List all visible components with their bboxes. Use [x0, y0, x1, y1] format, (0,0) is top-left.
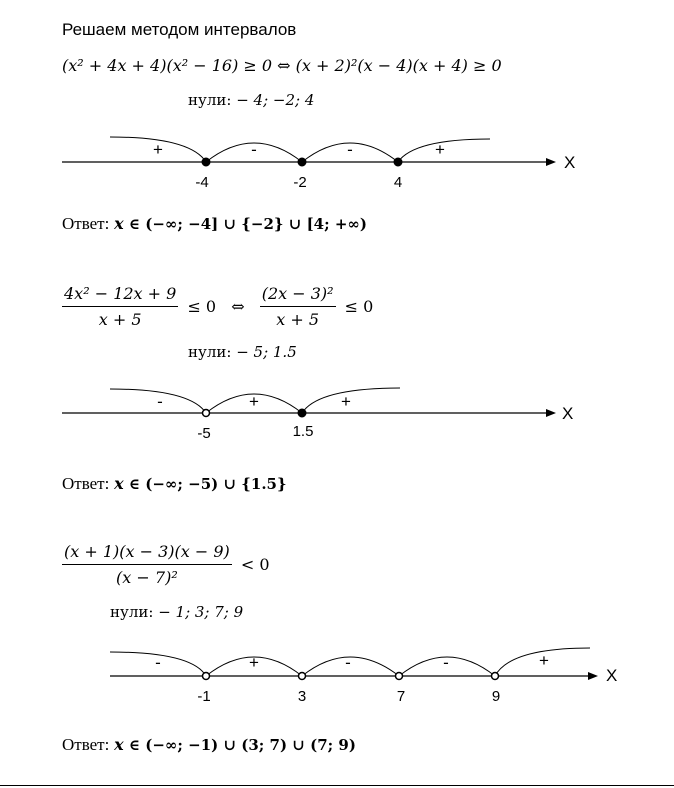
interval-sign: +	[539, 651, 549, 670]
answer-label: Ответ:	[62, 214, 110, 233]
interval-sign: -	[443, 653, 449, 672]
answer-set: ∈ (−∞; −4] ∪ {−2} ∪ [4; +∞)	[123, 215, 368, 233]
zeros-line-3	[110, 603, 243, 621]
answer-label: Ответ:	[62, 474, 110, 493]
answer-variable: x	[114, 474, 124, 493]
fraction-numerator: 4x² − 12x + 9	[62, 284, 178, 307]
page-heading: Решаем методом интервалов	[62, 20, 297, 39]
answer-label: Ответ:	[62, 735, 110, 754]
fraction-denominator: (x − 7)²	[116, 568, 178, 587]
interval-sign: -	[157, 392, 163, 411]
point-label: 7	[396, 688, 406, 705]
number-line-3	[0, 644, 674, 704]
inequality-1-rhs: (x + 2)²(x − 4)(x + 4) ≥ 0	[295, 56, 502, 75]
axis-x-label: X	[564, 153, 576, 172]
number-line-1	[0, 130, 674, 190]
inequality-1-lhs: (x² + 4x + 4)(x² − 16) ≥ 0	[62, 56, 273, 75]
answer-set: ∈ (−∞; −5) ∪ {1.5}	[123, 475, 287, 493]
fraction-denominator: x + 5	[276, 310, 320, 329]
zero-point-filled	[298, 409, 306, 417]
interval-sign: +	[341, 392, 351, 411]
zero-point-open	[203, 410, 210, 417]
relation-sign: ≤ 0	[344, 297, 374, 316]
answer-2	[62, 474, 287, 494]
interval-sign: +	[435, 140, 445, 159]
zeros-values: − 5; 1.5	[236, 343, 297, 361]
zeros-values: − 4; −2; 4	[236, 91, 315, 109]
axis-x-label: X	[606, 666, 618, 685]
zeros-line-1	[188, 91, 314, 109]
sign-arc	[302, 388, 400, 413]
point-label: 3	[297, 688, 307, 705]
interval-sign: +	[153, 140, 163, 159]
zero-point-open	[299, 673, 306, 680]
relation-sign: < 0	[240, 555, 270, 574]
zeros-label: нули:	[110, 603, 154, 621]
axis-arrow	[588, 672, 598, 680]
point-label: -1	[197, 688, 211, 705]
zero-point-filled	[298, 158, 306, 166]
fraction-lhs	[62, 284, 178, 329]
answer-1	[62, 214, 367, 234]
zeros-label: нули:	[188, 343, 232, 361]
answer-3	[62, 735, 356, 755]
relation-sign: ≤ 0	[187, 297, 217, 316]
fraction	[62, 542, 232, 587]
answer-variable: x	[114, 735, 124, 754]
zeros-line-2	[188, 343, 297, 361]
number-line-2	[0, 381, 674, 441]
page-bottom-rule	[0, 785, 674, 786]
interval-sign: -	[347, 140, 353, 159]
axis-arrow	[546, 409, 556, 417]
interval-sign: -	[251, 140, 257, 159]
point-label: -5	[197, 425, 211, 442]
inequality-1	[62, 56, 502, 75]
axis-arrow	[546, 158, 556, 166]
interval-sign: -	[345, 653, 351, 672]
axis-x-label: X	[562, 404, 574, 423]
zero-point-filled	[394, 158, 402, 166]
interval-sign: +	[249, 653, 259, 672]
zeros-values: − 1; 3; 7; 9	[158, 603, 244, 621]
zero-point-filled	[202, 158, 210, 166]
point-label: 1.5	[292, 423, 314, 440]
point-label: -4	[195, 174, 209, 191]
point-label: -2	[293, 174, 307, 191]
equivalence-sign: ⇔	[231, 297, 245, 316]
answer-set: ∈ (−∞; −1) ∪ (3; 7) ∪ (7; 9)	[123, 736, 356, 754]
inequality-2	[62, 284, 373, 329]
zeros-label: нули:	[188, 91, 232, 109]
zero-point-open	[492, 673, 499, 680]
inequality-3	[62, 542, 270, 587]
point-label: 4	[393, 174, 403, 191]
zero-point-open	[203, 673, 210, 680]
fraction-rhs	[260, 284, 336, 329]
fraction-numerator: (x + 1)(x − 3)(x − 9)	[62, 542, 232, 565]
interval-sign: -	[155, 653, 161, 672]
interval-sign: +	[249, 392, 259, 411]
zero-point-open	[396, 673, 403, 680]
equivalence-sign: ⇔	[277, 56, 291, 75]
fraction-denominator: x + 5	[98, 310, 142, 329]
answer-variable: x	[114, 214, 124, 233]
fraction-numerator: (2x − 3)²	[260, 284, 336, 307]
point-label: 9	[491, 688, 501, 705]
